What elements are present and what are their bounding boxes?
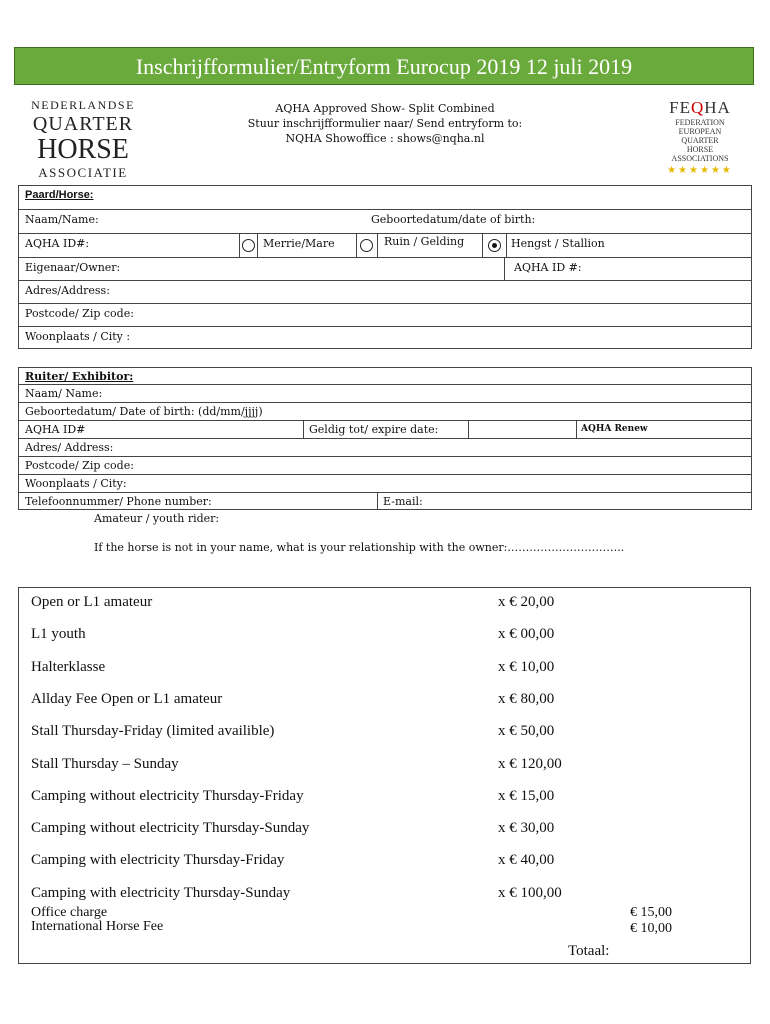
owner-aqha-label: AQHA ID #:	[514, 261, 582, 274]
fees-section	[18, 587, 751, 964]
mare-radio[interactable]	[242, 239, 255, 252]
horse-city-label: Woonplaats / City :	[25, 330, 131, 343]
rider-dob-label: Geboortedatum/ Date of birth: (dd/mm/jjjj)	[25, 405, 263, 418]
horse-id-row	[19, 233, 751, 257]
rider-aqha-label: AQHA ID#	[25, 423, 86, 436]
stars-icon: ★★★★★★	[667, 165, 733, 176]
logo-line: HORSE	[37, 134, 129, 165]
fee-price: x € 100,00	[498, 884, 562, 901]
fee-label: Camping with electricity Thursday-Sunday	[31, 884, 291, 901]
total-label: Totaal:	[568, 943, 610, 959]
owner-label: Eigenaar/Owner:	[25, 261, 121, 274]
horse-dob-label: Geboortedatum/date of birth:	[371, 213, 536, 226]
aqha-renew-label: AQHA Renew	[581, 424, 648, 434]
header-line: AQHA Approved Show- Split Combined	[275, 102, 495, 115]
relationship-note: If the horse is not in your name, what is your relationship with the owner:…………………………..	[94, 541, 625, 554]
logo-line: FEDERATION	[675, 118, 725, 127]
rider-expire-label: Geldig tot/ expire date:	[309, 423, 439, 436]
logo-line: ASSOCIATIONS	[671, 154, 729, 163]
logo-line: ASSOCIATIE	[38, 165, 128, 180]
fee-row[interactable]	[31, 756, 750, 773]
fee-price: x € 50,00	[498, 723, 555, 740]
fee-price: x € 120,00	[498, 755, 562, 772]
fee-price: x € 80,00	[498, 690, 555, 707]
logo-line: NEDERLANDSE	[31, 98, 135, 112]
fee-row[interactable]	[31, 594, 750, 611]
rider-contact-row[interactable]	[19, 492, 751, 510]
fee-label: Stall Thursday-Friday (limited availible)	[31, 723, 275, 740]
rider-name-label: Naam/ Name:	[25, 387, 103, 400]
fee-label: L1 youth	[31, 626, 86, 643]
horse-city-row[interactable]	[19, 326, 751, 349]
horse-address-label: Adres/Address:	[25, 284, 110, 297]
fee-row[interactable]	[31, 659, 750, 676]
form-title: Inschrijfformulier/Entryform Eurocup 2019 12 juli 2019	[14, 47, 754, 85]
logo-line: QUARTER	[681, 136, 719, 145]
fee-row[interactable]	[31, 820, 750, 837]
horse-section	[18, 185, 752, 349]
fee-price: x € 40,00	[498, 852, 555, 869]
owner-row[interactable]	[19, 257, 751, 280]
rider-address-label: Adres/ Address:	[25, 441, 114, 454]
rider-postcode-row[interactable]	[19, 456, 751, 474]
rider-city-row[interactable]	[19, 474, 751, 492]
fee-row[interactable]	[31, 788, 750, 805]
header-info	[180, 101, 590, 146]
fee-price: x € 20,00	[498, 594, 555, 610]
office-charge-label: Office charge	[31, 905, 108, 920]
fee-label: Allday Fee Open or L1 amateur	[31, 690, 223, 707]
fee-row[interactable]	[31, 885, 750, 902]
amateur-youth-note: Amateur / youth rider:	[94, 512, 220, 525]
feqha-logo	[660, 98, 740, 176]
horse-aqha-label: AQHA ID#:	[25, 237, 90, 250]
logo-line: QUARTER	[32, 113, 134, 135]
stallion-label: Hengst / Stallion	[511, 237, 605, 250]
mare-label: Merrie/Mare	[263, 237, 335, 250]
rider-dob-row[interactable]	[19, 402, 751, 420]
horse-section-title: Paard/Horse:	[25, 189, 94, 201]
rider-address-row[interactable]	[19, 438, 751, 456]
fee-label: Halterklasse	[31, 658, 106, 675]
horse-fee-label: International Horse Fee	[31, 919, 164, 934]
rider-email-label: E-mail:	[383, 495, 423, 508]
feqha-name: FEQHA	[669, 98, 731, 117]
rider-name-row[interactable]	[19, 384, 751, 402]
stallion-radio[interactable]	[488, 239, 501, 252]
fee-price: x € 00,00	[498, 626, 555, 643]
fee-price: x € 15,00	[498, 787, 555, 804]
nqha-logo	[28, 98, 138, 181]
horse-name-label: Naam/Name:	[25, 213, 99, 226]
gelding-radio[interactable]	[360, 239, 373, 252]
horse-address-row[interactable]	[19, 280, 751, 303]
fee-row[interactable]	[31, 723, 750, 740]
horse-fee-price: € 10,00	[630, 921, 672, 936]
fee-label: Camping without electricity Thursday-Friday	[31, 787, 304, 804]
logo-line: HORSE	[686, 145, 714, 154]
fee-price: x € 10,00	[498, 658, 555, 675]
fee-row[interactable]	[31, 852, 750, 869]
fee-label: Camping without electricity Thursday-Sunday	[31, 820, 310, 837]
horse-name-row[interactable]	[19, 209, 751, 233]
horse-postcode-label: Postcode/ Zip code:	[25, 307, 134, 320]
office-charge-price: € 15,00	[630, 905, 672, 920]
fee-price: x € 30,00	[498, 820, 555, 837]
fee-label: Camping with electricity Thursday-Friday	[31, 852, 285, 869]
rider-phone-label: Telefoonnummer/ Phone number:	[25, 495, 212, 508]
rider-section	[18, 367, 752, 510]
rider-section-title: Ruiter/ Exhibitor:	[25, 370, 134, 383]
logo-line: EUROPEAN	[678, 127, 722, 136]
header-line: NQHA Showoffice : shows@nqha.nl	[285, 132, 485, 145]
fee-label: Open or L1 amateur	[31, 594, 153, 610]
fee-label: Stall Thursday – Sunday	[31, 755, 179, 772]
gelding-label: Ruin / Gelding	[384, 235, 465, 248]
header-line: Stuur inschrijfformulier naar/ Send entryform to:	[247, 117, 523, 130]
rider-id-row[interactable]	[19, 420, 751, 438]
horse-postcode-row[interactable]	[19, 303, 751, 326]
fee-row[interactable]	[31, 626, 750, 643]
rider-city-label: Woonplaats / City:	[25, 477, 127, 490]
fee-row[interactable]	[31, 691, 750, 708]
rider-postcode-label: Postcode/ Zip code:	[25, 459, 134, 472]
